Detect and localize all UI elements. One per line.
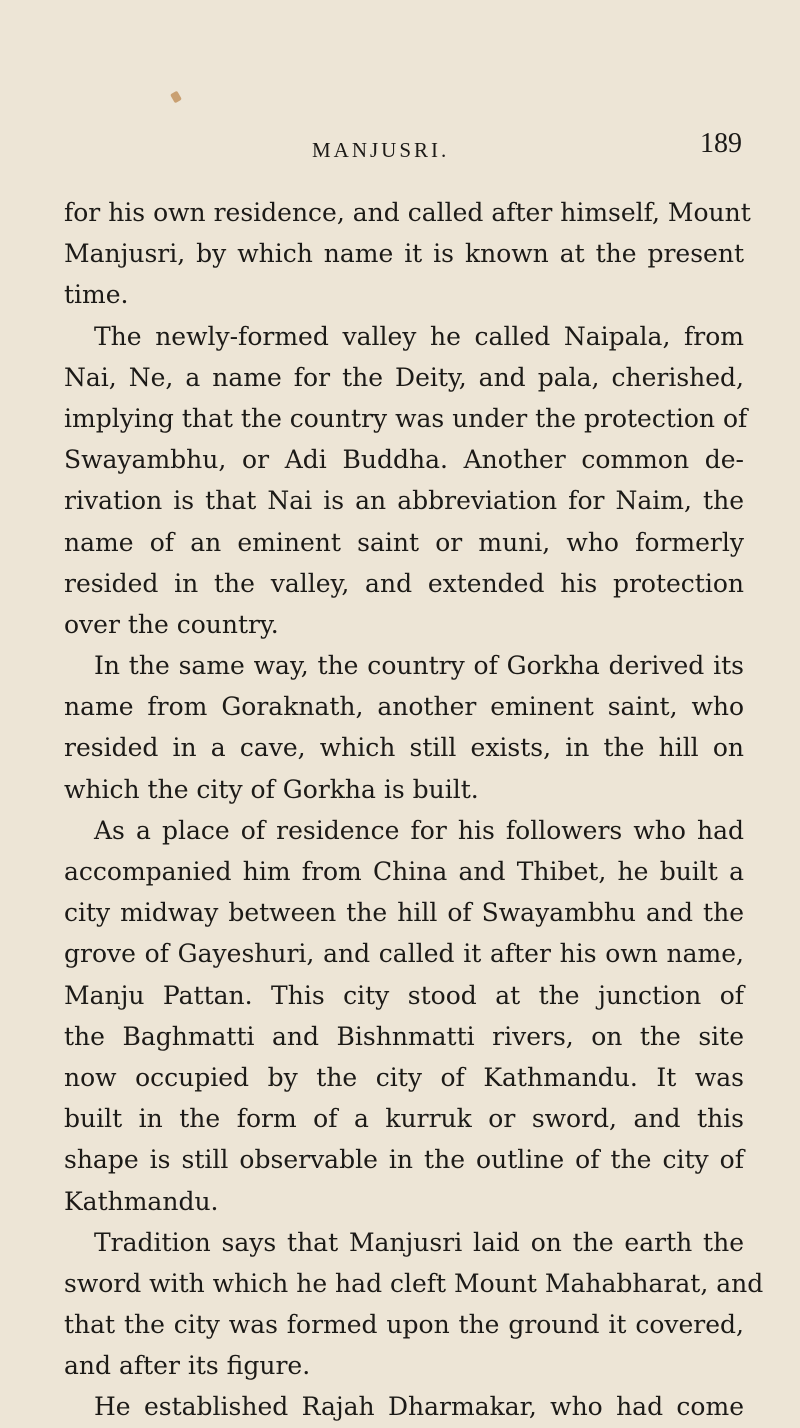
- text-line: built in the form of a kurruk or sword, and this: [64, 1104, 744, 1134]
- text-line: name of an eminent saint or muni, who formerly: [64, 527, 744, 557]
- text-line: Manjusri, by which name it is known at the present: [64, 239, 744, 269]
- text-line: shape is still observable in the outline of the city of: [64, 1145, 744, 1175]
- text-line: Nai, Ne, a name for the Deity, and pala, cherished,: [64, 362, 744, 392]
- text-line: Swayambhu, or Adi Buddha. Another common de-: [64, 445, 744, 475]
- text-line: In the same way, the country of Gorkha derived its: [94, 651, 744, 681]
- text-line: The newly-formed valley he called Naipala, from: [94, 321, 744, 351]
- text-line: rivation is that Nai is an abbreviation for Naim, the: [64, 486, 744, 516]
- text-line: Tradition says that Manjusri laid on the earth the: [94, 1227, 744, 1257]
- text-line: accompanied him from China and Thibet, he built a: [64, 857, 744, 886]
- text-line: over the country.: [64, 609, 279, 639]
- running-head: MANJUSRI.: [312, 138, 450, 162]
- body-text: [64, 192, 764, 1428]
- text-line: resided in the valley, and extended his protection: [64, 568, 744, 598]
- text-line: city midway between the hill of Swayambhu and the: [64, 898, 744, 928]
- text-line: now occupied by the city of Kathmandu. It was: [64, 1062, 744, 1092]
- text-line: Manju Pattan. This city stood at the junction of: [64, 980, 744, 1010]
- text-line: time.: [64, 280, 129, 310]
- text-line: and after its figure.: [64, 1351, 311, 1381]
- text-line: As a place of residence for his followers who had: [94, 815, 744, 845]
- text-line: that the city was formed upon the ground it covered,: [64, 1310, 744, 1340]
- text-line: Kathmandu.: [64, 1186, 219, 1216]
- text-line: which the city of Gorkha is built.: [64, 774, 479, 804]
- text-line: He established Rajah Dharmakar, who had come: [94, 1392, 744, 1422]
- text-line: grove of Gayeshuri, and called it after his own name,: [64, 939, 744, 969]
- text-line: name from Goraknath, another eminent saint, who: [64, 692, 744, 722]
- page-number: 189: [700, 128, 742, 159]
- text-line: resided in a cave, which still exists, in the hill on: [64, 733, 744, 763]
- text-line: implying that the country was under the protection of: [64, 403, 748, 433]
- text-line: for his own residence, and called after himself, Mount: [64, 198, 751, 227]
- text-line: sword with which he had cleft Mount Mahabharat, and: [64, 1268, 764, 1298]
- ink-mark: [170, 91, 182, 104]
- text-line: the Baghmatti and Bishnmatti rivers, on the site: [64, 1021, 744, 1051]
